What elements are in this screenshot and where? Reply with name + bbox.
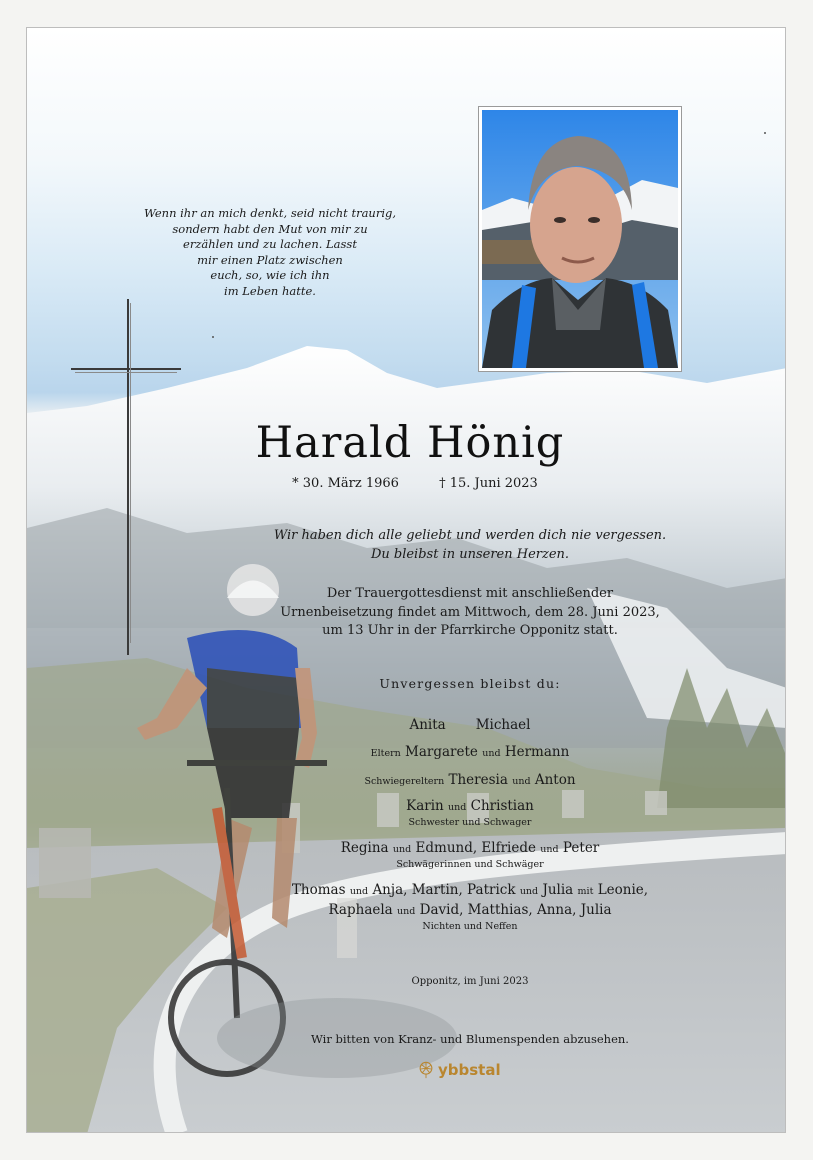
death-date: † 15. Juni 2023 [439,476,538,491]
ybbstal-logo [417,1061,501,1079]
cross-vertical [127,299,129,655]
cross-horizontal [71,368,181,370]
service-line: um 13 Uhr in der Pfarrkirche Opponitz statt. [322,623,618,638]
quote-line: mir einen Platz zwischen [197,252,343,267]
child-name: Michael [475,717,531,733]
portrait-image [482,110,678,368]
quote-line: sondern habt den Mut von mir zu [172,221,368,236]
mourners-list [200,716,740,939]
scan-speck [764,132,766,134]
siblings-in-law-relation: Schwägerinnen und Schwäger [396,859,544,870]
quote-line: im Leben hatte. [224,283,316,298]
motto-line: Wir haben dich alle geliebt und werden dich nie vergessen. [273,528,667,543]
cross-vertical-shadow [130,303,131,643]
siblings-line: Karin und Christian [406,798,534,814]
siblings-in-law-line: Regina und Edmund, Elfriede und Peter [340,840,600,856]
birth-date: * 30. März 1966 [292,476,399,491]
nieces-nephews-line-2: Raphaela und David, Matthias, Anna, Julia [328,902,612,918]
service-line: Urnenbeisetzung findet am Mittwoch, dem 28. Juni 2023, [280,604,660,620]
nieces-nephews-line-1: Thomas und Anja, Martin, Patrick und Julia mit Leonie, [291,882,649,898]
siblings-relation: Schwester und Schwager [408,817,532,828]
portrait-photo [478,106,682,372]
place-and-date: Opponitz, im Juni 2023 [411,976,529,987]
quote-line: Wenn ihr an mich denkt, seid nicht traurig, [143,206,397,220]
logo-text: ybbstal [438,1061,501,1079]
motto-line: Du bleibst in unseren Herzen. [370,547,570,562]
children-line [200,716,740,735]
scan-speck [212,336,214,338]
life-dates [250,476,580,491]
memorial-motto [200,526,740,564]
dandelion-icon [417,1061,435,1079]
service-line: Der Trauergottesdienst mit anschließender [326,586,614,601]
child-name: Anita [409,717,446,733]
quote-line: euch, so, wie ich ihn [210,268,330,282]
parents-line: Eltern Margarete und Hermann [370,744,570,760]
cross-horizontal-shadow [75,372,177,373]
memorial-quote [140,206,400,299]
mourners-heading: Unvergessen bleibst du: [379,676,561,691]
parents-in-law-line: Schwiegereltern Theresia und Anton [364,772,576,788]
donation-request: Wir bitten von Kranz- und Blumenspenden abzusehen. [311,1032,629,1046]
quote-line: erzählen und zu lachen. Lasst [183,237,357,251]
deceased-name: Harald Hönig [255,418,565,468]
funeral-service-info [200,585,740,641]
nieces-nephews-relation: Nichten und Neffen [422,921,518,932]
